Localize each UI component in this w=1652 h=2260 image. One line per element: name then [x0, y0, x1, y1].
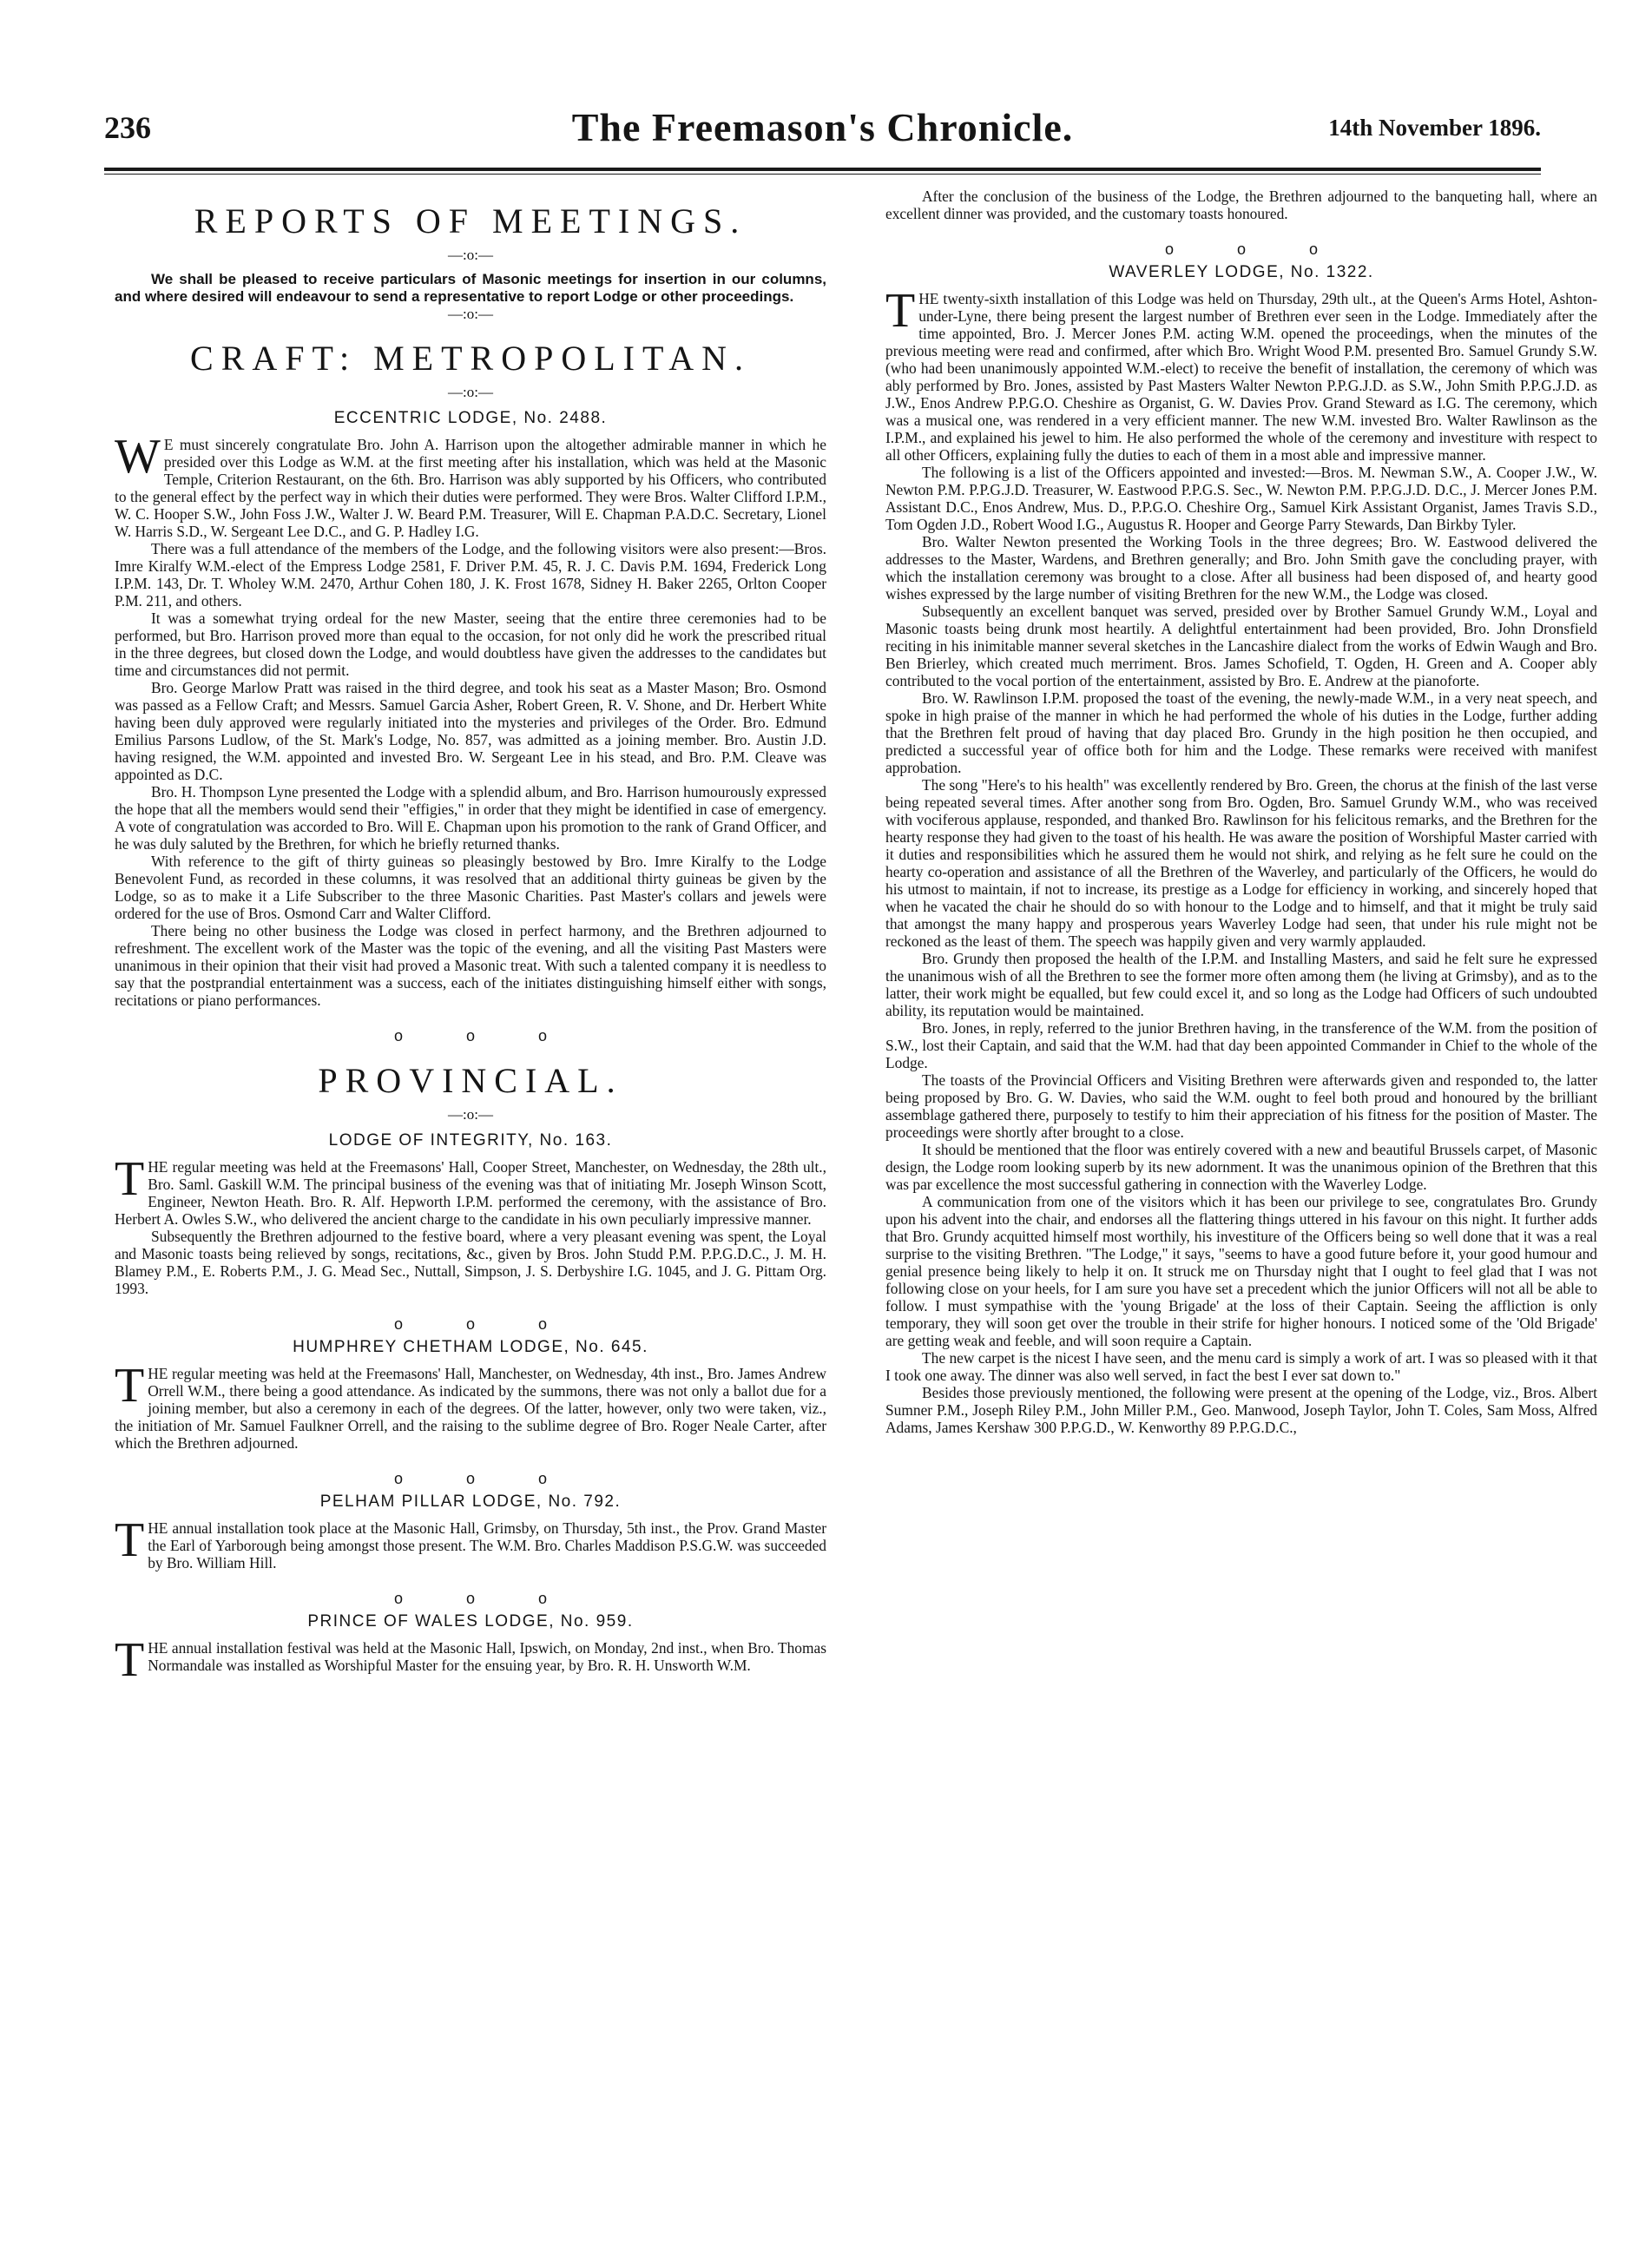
- page-number: 236: [104, 110, 151, 145]
- eccentric-paragraph: There was a full attendance of the members of the Lodge, and the following visitors were also present:—Bros. Imre Kiralfy W.M.-elect of the Empress Lodge 2581, F. Driver P.M. 45, R. J. C. Davis P.M. 1694, Frederick Long I.P.M. 143, Dr. T. Wholey W.M. 2470, Arthur Cohen 180, J. K. Frost 1678, Sidney H. Baker 2265, Orlton Cooper P.M. 211, and others.: [115, 540, 826, 609]
- drop-cap: T: [115, 1633, 145, 1687]
- ornament: —:o:—: [448, 1106, 493, 1123]
- ornament: —:o:—: [448, 306, 493, 322]
- waverley-paragraph: Bro. Walter Newton presented the Working Tools in the three degrees; Bro. W. Eastwood delivered the addresses to the Master, Wardens, and Brethren generally; and Bro. John Smith gave the concluding prayer, with which the installation ceremony was brought to a close. After all business had been disposed of, and hearty good wishes expressed by the large number of visiting Brethren for the new W.M., the Lodge was closed.: [885, 533, 1597, 603]
- waverley-paragraph: It should be mentioned that the floor was entirely covered with a new and beautiful Brussels carpet, of Masonic design, the Lodge room looking superb by its new adornment. It was the unanimous opinion of the Brethren that this was par excellence the most successful gathering in connection with the Waverley Lodge.: [885, 1141, 1597, 1193]
- eccentric-paragraph: Bro. H. Thompson Lyne presented the Lodge with a splendid album, and Bro. Harrison humourously expressed the hope that all the members would send their "effigies," in order that they might be identified in case of emergency. A vote of congratulation was accorded to Bro. Will E. Chapman upon his promotion to the rank of Grand Officer, and he was duly saluted by the Brethren, for which he briefly returned thanks.: [115, 783, 826, 853]
- left-column: [115, 188, 826, 1687]
- waverley-paragraph: The song "Here's to his health" was excellently rendered by Bro. Green, the chorus at the finish of the last verse being repeated several times. After another song from Bro. Ogden, Bro. Samuel Grundy W.M., who was received with vociferous applause, responded, and thanked Bro. Rawlinson for his felicitous remarks, and the Brethren for the hearty response they had given to the toast of his health. He was aware the position of Worshipful Master carried with it duties and responsibilities which he assured them he would not shirk, and relying as he felt sure he could on the hearty co-operation and assistance of all the Brethren of the Waverley, and particularly of the Officers, he would do his utmost to maintain, if not to increase, its prestige as a Lodge for efficiency in working, and sincerely hoped that when he vacated the chair he should do so with honour to the Lodge and to himself, and that it might be truly said that amongst the many happy and prosperous years Waverley Lodge had seen, that under his rule might not be reckoned as the least of them. The speech was happily given and very warmly applauded.: [885, 776, 1597, 950]
- humphrey-paragraph: THE regular meeting was held at the Freemasons' Hall, Manchester, on Wednesday, 4th inst., Bro. James Andrew Orrell W.M., there being a good attendance. As indicated by the summons, there was not only a ballot due for a joining member, but also a ceremony in each of the degrees. Of the latter, however, only two were taken, viz., the initiation of Mr. Samuel Faulkner Orrell, and the raising to the sublime degree of Bro. Roger Neale Carter, after which the Brethren adjourned.: [115, 1359, 826, 1452]
- wales-paragraph: THE annual installation festival was held at the Masonic Hall, Ipswich, on Monday, 2nd inst., when Bro. Thomas Normandale was installed as Worshipful Master for the ensuing year, by Bro. R. H. Unsworth W.M.: [115, 1633, 826, 1687]
- waverley-paragraph: Subsequently an excellent banquet was served, presided over by Brother Samuel Grundy W.M., Loyal and Masonic toasts being drunk most heartily. A delightful entertainment had been provided, Bro. John Dronsfield reciting in his inimitable manner several sketches in the Lancashire dialect from the works of Edwin Waugh and Bro. Ben Brierley, which created much merriment. Bros. James Schofield, T. Ogden, H. Green and A. Cooper ably contributed to the vocal portion of the entertainment, assisted by Bro. E. Andrew at the pianoforte.: [885, 603, 1597, 689]
- right-column: [885, 188, 1597, 1436]
- reports-heading: REPORTS OF MEETINGS.: [194, 201, 747, 240]
- pelham-paragraph: THE annual installation took place at the Masonic Hall, Grimsby, on Thursday, 5th inst., the Prov. Grand Master the Earl of Yarborough being amongst those present. The W.M. Bro. Charles Maddison P.S.G.W. was succeeded by Bro. William Hill.: [115, 1513, 826, 1571]
- waverley-paragraph: Bro. W. Rawlinson I.P.M. proposed the toast of the evening, the newly-made W.M., in a very neat speech, and spoke in high praise of the manner in which he had performed the whole of his duties in the Lodge, further adding that the Brethren felt proud of having that day placed Bro. Grundy in the high position he then occupied, and predicted a successful year of office both for him and the Lodge. These remarks were received with manifest approbation.: [885, 689, 1597, 776]
- ornament: —:o:—: [448, 247, 493, 263]
- provincial-heading: PROVINCIAL.: [318, 1061, 623, 1100]
- section-separator: o o o: [393, 1315, 577, 1333]
- drop-cap: T: [115, 1513, 145, 1567]
- editorial-notice: We shall be pleased to receive particulars of Masonic meetings for insertion in our columns, and where desired will endeavour to send a representative to report Lodge or other proceedings.: [115, 271, 826, 305]
- craft-metropolitan-heading: CRAFT: METROPOLITAN.: [190, 339, 751, 378]
- issue-date: 14th November 1896.: [1328, 115, 1541, 141]
- eccentric-paragraph: W E must sincerely congratulate Bro. John A. Harrison upon the altogether admirable manner in which he presided over this Lodge as W.M. at the first meeting after his installation, which was held at the Masonic Temple, Criterion Restaurant, on the 6th. Bro. Harrison was ably supported by his Officers, who contributed to the general effect by the perfect way in which their duties were performed. They were Bros. Walter Clifford I.P.M., W. C. Hooper S.W., John Foss J.W., Walter J. W. Beard P.M. Treasurer, Will E. Chapman P.A.D.C. Secretary, Lionel W. Harris S.D., W. Sergeant Lee D.C., and G. P. Hadley I.G.: [115, 430, 826, 540]
- section-separator: o o o: [1164, 240, 1348, 258]
- waverley-paragraph: The following is a list of the Officers appointed and invested:—Bros. M. Newman S.W., A. Cooper J.W., W. Newton P.M. P.P.G.J.D. Treasurer, W. Eastwood P.P.G.S. Sec., W. Newton P.M. P.P.G.J.D. D.C., J. Mercer Jones P.M. Assistant D.C., Enos Andrew, Mus. D., P.P.G.O. Cheshire Org., Samuel Kirk Assistant Organist, James Travis S.D., Tom Ogden J.D., Robert Wood I.G., Augustus R. Hooper and George Parry Stewards, Dan Birkby Tyler.: [885, 464, 1597, 533]
- eccentric-paragraph: It was a somewhat trying ordeal for the new Master, seeing that the entire three ceremonies had to be performed, but Bro. Harrison proved more than equal to the occasion, for not only did he work the prescribed ritual in the three degrees, but closed down the Lodge, and would doubtless have given the addresses to the candidates but time and circumstances did not permit.: [115, 609, 826, 679]
- waverley-paragraph: The new carpet is the nicest I have seen, and the menu card is simply a work of art. I was so pleased with it that I took one away. The dinner was also well served, in fact the best I ever sat down to.": [885, 1349, 1597, 1384]
- eccentric-lodge-title: ECCENTRIC LODGE, No. 2488.: [333, 409, 608, 427]
- prince-of-wales-lodge-title: PRINCE OF WALES LODGE, No. 959.: [307, 1612, 634, 1631]
- waverley-lodge-title: WAVERLEY LODGE, No. 1322.: [1109, 263, 1374, 281]
- drop-cap: T: [115, 1152, 145, 1206]
- section-separator: o o o: [393, 1590, 577, 1607]
- masthead-rule: [104, 168, 1541, 171]
- drop-cap: T: [115, 1359, 145, 1413]
- drop-cap: W: [115, 430, 161, 484]
- eccentric-paragraph: Bro. George Marlow Pratt was raised in the third degree, and took his seat as a Master Mason; Bro. Osmond was passed as a Fellow Craft; and Messrs. Samuel Garcia Asher, Robert Green, R. V. Shone, and Dr. Herbert White having been duly approved were regularly initiated into the mysteries and privileges of the Order. Bro. Edmund Emilius Parsons Ludlow, of the St. Mark's Lodge, No. 857, was admitted as a joining member. Bro. Austin J.D. having resigned, the W.M. appointed and invested Bro. W. Sergeant Lee in his stead, and Bro. P.M. Cleave was appointed as D.C.: [115, 679, 826, 783]
- humphrey-chetham-lodge-title: HUMPHREY CHETHAM LODGE, No. 645.: [293, 1338, 648, 1356]
- masthead-rule-thin: [104, 174, 1541, 175]
- masthead: [104, 104, 1541, 158]
- eccentric-paragraph: With reference to the gift of thirty guineas so pleasingly bestowed by Bro. Imre Kiralfy to the Lodge Benevolent Fund, as recorded in these columns, it was resolved that an additional thirty guineas be given by the Lodge, so as to make it a Life Subscriber to the three Masonic Charities. Past Master's collars and jewels were ordered for the use of Bros. Osmond Carr and Walter Clifford.: [115, 853, 826, 922]
- section-separator: o o o: [393, 1470, 577, 1487]
- drop-cap: T: [885, 284, 916, 338]
- pelham-pillar-lodge-title: PELHAM PILLAR LODGE, No. 792.: [319, 1492, 622, 1511]
- waverley-paragraph: Besides those previously mentioned, the following were present at the opening of the Lodge, viz., Bros. Albert Sumner P.M., Joseph Riley P.M., John Miller P.M., Geo. Manwood, Joseph Taylor, John T. Coles, Sam Moss, Alfred Adams, James Kershaw 300 P.P.G.D., W. Kenworthy 89 P.P.G.D.C.,: [885, 1384, 1597, 1436]
- waverley-paragraph: Bro. Jones, in reply, referred to the junior Brethren having, in the transference of the W.M. from the position of S.W., lost their Captain, and said that the W.M. had that day been appointed Commander in Chief to the whole of the Lodge.: [885, 1019, 1597, 1071]
- waverley-paragraph: THE twenty-sixth installation of this Lodge was held on Thursday, 29th ult., at the Queen's Arms Hotel, Ashton-under-Lyne, there being present the largest number of Brethren ever seen in the Lodge. Immediately after the time appointed, Bro. J. Mercer Jones P.M. acting W.M. opened the proceedings, when the minutes of the previous meeting were read and confirmed, after which Bro. Wright Wood P.M. presented Bro. Samuel Grundy S.W. (who had been unanimously appointed W.M.-elect) to receive the benefit of installation, the ceremony of which was ably performed by Bro. Jones, assisted by Past Masters Walter Newton P.P.G.J.D. as S.W., John Smith P.P.G.J.D. as J.W., Enos Andrew P.P.G.O. Cheshire as Organist, G. W. Davies Prov. Grand Steward as I.G. The ceremony, which was a musical one, was rendered in a very efficient manner. The new W.M. invested Bro. Walter Rawlinson as the I.P.M., and explained his jewel to him. He also performed the whole of the ceremony and investiture with respect to all other Officers, explaining fully the duties to each of them in a most able and impressive manner.: [885, 284, 1597, 464]
- ornament: —:o:—: [448, 384, 493, 400]
- integrity-paragraph: Subsequently the Brethren adjourned to the festive board, where a very pleasant evening was spent, the Loyal and Masonic toasts being relieved by songs, recitations, &c., given by Bros. John Studd P.M. P.P.G.D.C., J. M. H. Blamey P.M., E. Roberts P.M., J. G. Mead Sec., Nuttall, Simpson, J. S. Derbyshire I.G. 1045, and J. G. Pittam Org. 1993.: [115, 1228, 826, 1297]
- integrity-paragraph: THE regular meeting was held at the Freemasons' Hall, Cooper Street, Manchester, on Wednesday, the 28th ult., Bro. Saml. Gaskill W.M. The principal business of the evening was that of initiating Mr. Joseph Winson Scott, Engineer, Newton Heath. Bro. R. Alf. Hepworth I.P.M. performed the ceremony, with the assistance of Bro. Herbert A. Owles S.W., who delivered the ancient charge to the candidate in his own peculiarly impressive manner.: [115, 1152, 826, 1228]
- waverley-paragraph: The toasts of the Provincial Officers and Visiting Brethren were afterwards given and responded to, the latter being proposed by Bro. G. W. Davies, who said the W.M. ought to feel both proud and honoured by the brilliant assemblage gathered there, purposely to testify to him their appreciation of his fitness for the position of Master. The proceedings were shortly after brought to a close.: [885, 1071, 1597, 1141]
- section-separator: o o o: [393, 1027, 577, 1044]
- eccentric-paragraph: There being no other business the Lodge was closed in perfect harmony, and the Brethren adjourned to refreshment. The excellent work of the Master was the topic of the evening, and all the visiting Past Masters were unanimous in their opinion that their visit had proved a Masonic treat. With such a talented company it is needless to say that the postprandial entertainment was a success, each of the initiates distinguishing himself either with songs, recitations or piano performances.: [115, 922, 826, 1009]
- waverley-paragraph: A communication from one of the visitors which it has been our privilege to see, congratulates Bro. Grundy upon his advent into the chair, and endorses all the flattering things uttered in his favour on this night. It further adds that Bro. Grundy acquitted himself most worthily, his investiture of the Officers being so well done that it was a real surprise to the visiting Brethren. "The Lodge," it says, "seems to have a good future before it, your good humour and genial presence being likely to help it on. It struck me on Thursday night that I ought to feel glad that I was not following close on your heels, for I am sure you have set a precedent which the junior Officers will not all be able to follow. I must sympathise with the 'young Brigade' at the loss of their Captain. Seeing the affliction is only temporary, they will soon get over the trouble in their strife for higher honours. I noticed some of the 'Old Brigade' are getting weak and feeble, and will soon require a Captain.: [885, 1193, 1597, 1349]
- intro-paragraph: After the conclusion of the business of the Lodge, the Brethren adjourned to the banqueting hall, where an excellent dinner was provided, and the customary toasts honoured.: [885, 188, 1597, 222]
- paper-title: The Freemason's Chronicle.: [571, 105, 1074, 149]
- waverley-paragraph: Bro. Grundy then proposed the health of the I.P.M. and Installing Masters, and said he felt sure he expressed the unanimous wish of all the Brethren to see the former more often among them (he living at Grimsby), and as to the latter, their work might be equalled, but few could excel it, and so long as the Lodge had Officers of such undoubted ability, its reputation would be maintained.: [885, 950, 1597, 1019]
- integrity-lodge-title: LODGE OF INTEGRITY, No. 163.: [328, 1131, 613, 1150]
